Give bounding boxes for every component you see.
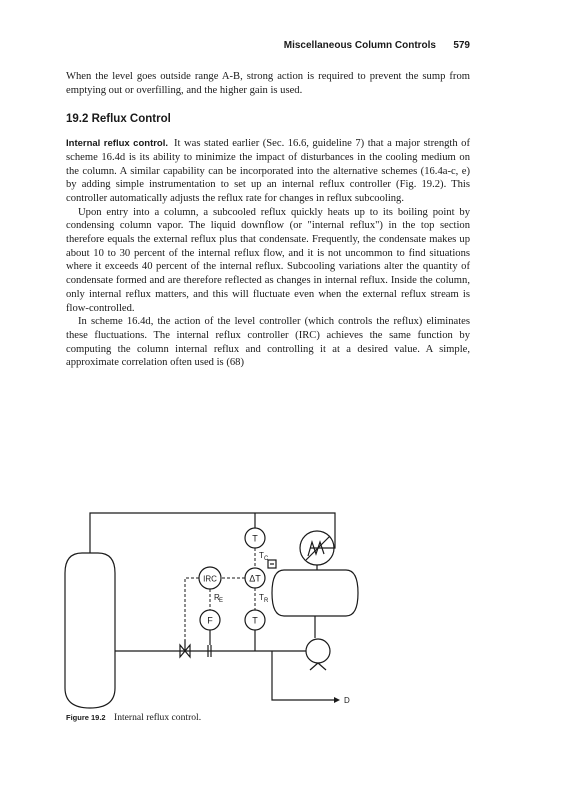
paragraph-internal-reflux	[66, 137, 470, 206]
caption-label: Figure 19.2	[66, 713, 106, 722]
distillate-arrow	[334, 697, 340, 703]
irc-label: IRC	[203, 574, 217, 584]
re-signal-label: R	[214, 593, 220, 602]
caption-text: Internal reflux control.	[114, 712, 202, 723]
page-header	[66, 40, 470, 54]
running-title: Miscellaneous Column Controls	[283, 40, 436, 51]
paragraph-3: In scheme 16.4d, the action of the level controller (which controls the reflux) eliminates these fluctuations. The internal reflux controller (IRC) achieves the same function by computing the column internal reflux and controlling it at a desired value. A simple, approximate correlation often used is (68)	[66, 316, 470, 369]
product-label: D	[344, 696, 350, 705]
tr-signal-sub: R	[264, 598, 269, 604]
signal-irc-to-valve	[185, 578, 199, 640]
reflux-control-diagram	[60, 508, 360, 713]
reflux-pump	[306, 639, 330, 663]
tc-signal-sub: C	[264, 556, 269, 562]
paragraph-2: Upon entry into a column, a subcooled reflux quickly heats up to its boiling point by condensing column vapor. The liquid downflow (or "internal reflux") in the top section therefore equals the external reflux plus that condensate. Frequently, the condensate makes up about 10 to 30 percent of the internal reflux flow, and it is not uncommon to find situations where it exceeds 40 percent of the internal reflux. Subcooling variations alter the quantity of condensate formed and are therefore reflected as changes in internal reflux. Inside the column, only internal reflux matters, and this will fluctuate even when the external reflux stream is flow-controlled.	[66, 206, 470, 314]
run-in-heading: Internal reflux control.	[66, 138, 169, 150]
intro-paragraph: When the level goes outside range A-B, strong action is required to prevent the sump from emptying out or overfilling, and the higher gain is used.	[66, 71, 470, 96]
delta-t-label: ΔT	[249, 573, 261, 584]
paragraph-1-text: It was stated earlier (Sec. 16.6, guideline 7) that a major strength of scheme 16.4d is its ability to minimize the impact of disturbances in the cooling medium on the column. A similar capability can be incorporated into the alternative schemes (16.4a-c, e) by adding simple instrumentation to set up an internal reflux controller (Fig. 19.2). This controller automatically adjusts the reflux rate for changes in reflux subcooling.	[66, 138, 470, 204]
reflux-temp-label: T	[252, 615, 258, 626]
top-temp-label: T	[252, 533, 258, 544]
body-text	[66, 70, 470, 370]
flow-label: F	[207, 615, 213, 626]
section-heading: 19.2 Reflux Control	[66, 113, 171, 126]
page-number: 579	[453, 40, 470, 51]
tc-signal-label: T	[259, 551, 264, 560]
figure-caption	[66, 712, 201, 723]
tr-signal-label: T	[259, 593, 264, 602]
column-vessel	[65, 553, 115, 708]
reflux-drum	[272, 570, 358, 616]
figure-19-2	[60, 508, 360, 713]
re-signal-sub: E	[219, 598, 224, 604]
overhead-vapor-line	[90, 513, 335, 553]
